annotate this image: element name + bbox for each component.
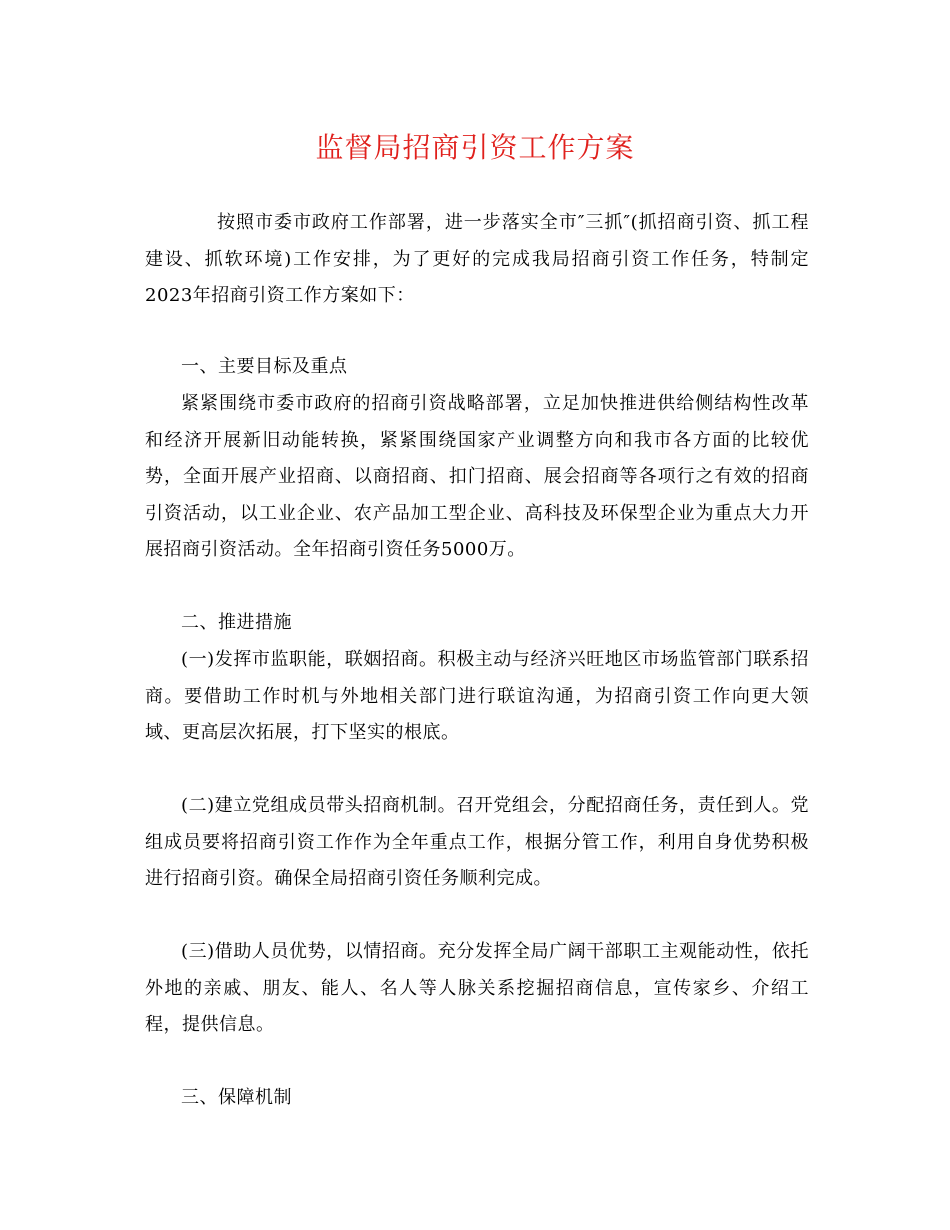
section-2-heading: 二、推进措施 <box>181 612 292 633</box>
section-1-heading: 一、主要目标及重点 <box>181 356 348 377</box>
section-2-item-2: (二)建立党组成员带头招商机制。召开党组会，分配招商任务，责任到人。党组成员要将招商引资工作作为全年重点工作，根据分管工作，利用自身优势积极进行招商引资。确保全局招商引资任务顺利完成。 <box>145 795 809 889</box>
section-2-item-3: (三)借助人员优势，以情招商。充分发挥全局广阔干部职工主观能动性，依托外地的亲戚、朋友、能人、名人等人脉关系挖掘招商信息，宣传家乡、介绍工程，提供信息。 <box>145 941 809 1035</box>
section-3-heading: 三、保障机制 <box>181 1087 292 1108</box>
section-1-paragraph: 紧紧围绕市委市政府的招商引资战略部署，立足加快推进供给侧结构性改革和经济开展新旧动能转换，紧紧围绕国家产业调整方向和我市各方面的比较优势，全面开展产业招商、以商招商、扣门招商、展会招商等各项行之有效的招商引资活动，以工业企业、农产品加工型企业、高科技及环保型企业为重点大力开展招商引资活动。全年招商引资任务5000万。 <box>145 393 809 560</box>
document-title: 监督局招商引资工作方案 <box>315 131 635 164</box>
intro-paragraph: 按照市委市政府工作部署，进一步落实全市″三抓″(抓招商引资、抓工程建设、抓软环境)工作安排，为了更好的完成我局招商引资工作任务，特制定2023年招商引资工作方案如下： <box>145 212 809 306</box>
section-2-item-1: (一)发挥市监职能，联姻招商。积极主动与经济兴旺地区市场监管部门联系招商。要借助工作时机与外地相关部门进行联谊沟通，为招商引资工作向更大领域、更高层次拓展，打下坚实的根底。 <box>145 649 809 743</box>
